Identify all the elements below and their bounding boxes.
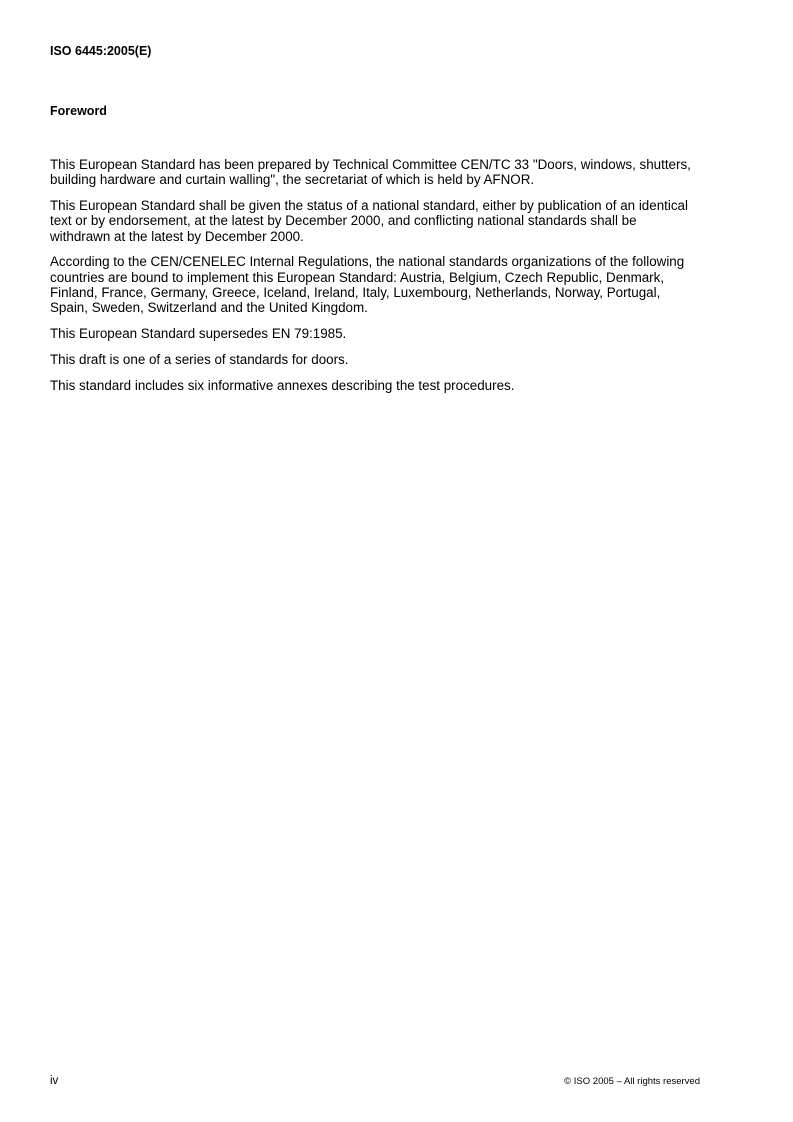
foreword-body: [50, 157, 700, 404]
paragraph-4: This European Standard supersedes EN 79:1985.: [50, 326, 347, 342]
paragraph-3: According to the CEN/CENELEC Internal Regulations, the national standards organizations of the following countries are bound to implement this European Standard: Austria, Belgium, Czech Republic, Denmark, Finland, France, Germany, Greece, Iceland, Ireland, Italy, Luxembourg, Netherlands, Norway, Portugal, Spain, Sweden, Switzerland and the United Kingdom.: [50, 254, 685, 316]
page-number: iv: [50, 1075, 59, 1087]
paragraph-5: This draft is one of a series of standards for doors.: [50, 351, 349, 367]
copyright-notice: © ISO 2005 – All rights reserved: [564, 1076, 700, 1087]
paragraph-6: This standard includes six informative annexes describing the test procedures.: [50, 377, 515, 393]
document-id: ISO 6445:2005(E): [50, 44, 152, 58]
paragraph-2: This European Standard shall be given the status of a national standard, either by publication of an identical text or by endorsement, at the latest by December 2000, and conflicting national standards shall be withdrawn at the latest by December 2000.: [50, 198, 688, 244]
paragraph-1: This European Standard has been prepared by Technical Committee CEN/TC 33 "Doors, windows, shutters, building hardware and curtain walling", the secretariat of which is held by AFNOR.: [50, 157, 691, 188]
section-title: Foreword: [50, 104, 107, 118]
